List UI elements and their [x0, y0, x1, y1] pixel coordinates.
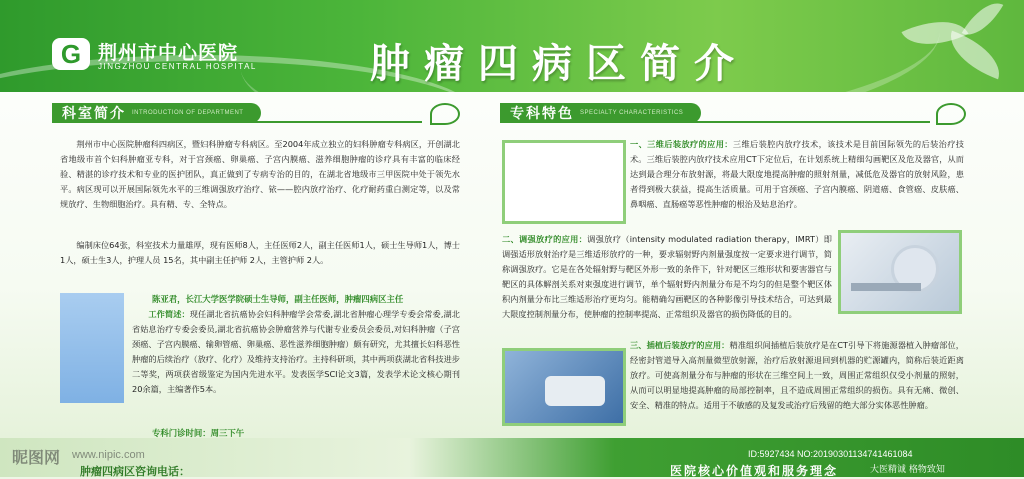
scroll-ornament-icon	[936, 103, 966, 125]
patient-drape-icon	[545, 376, 605, 406]
section-title: 专科特色	[510, 106, 574, 122]
item3-paragraph	[630, 338, 964, 413]
section-header-specialty	[500, 103, 965, 123]
section-tab	[52, 103, 261, 123]
procedure-photo	[502, 348, 626, 426]
header-bar	[0, 0, 1024, 92]
item1-text: 三维后装腔内放疗技术，该技术是目前国际领先的后装治疗技术。三维后装腔内放疗技术应用CT下定位后，在计划系统上精细勾画靶区及危及器官，从而达到最合理分布放射源，将最大限度地提高肿瘤的照射剂量，减低危及器官的放射风险，患者得到极大获益，提高生活质量。可用于宫颈癌、子宫内膜癌、阴道癌、食管癌、皮肤癌、鼻咽癌、直肠癌等恶性肿瘤的根治及姑息治疗。	[630, 139, 964, 209]
footer-slogan: 医院核心价值观和服务理念	[670, 464, 839, 478]
scroll-ornament-icon	[430, 103, 460, 125]
section-subtitle: INTRODUCTION OF DEPARTMENT	[132, 110, 244, 116]
clinic-time: 专科门诊时间：周三下午	[152, 428, 245, 438]
watermark-id: ID:5927434 NO:20190301134741461084	[748, 449, 913, 459]
section-subtitle: SPECIALTY CHARACTERISTICS	[580, 110, 684, 116]
item2-paragraph	[502, 232, 832, 322]
item2-title: 二、调强放疗的应用：	[502, 234, 588, 244]
footer-motto: 大医精诚 格物致知	[870, 465, 945, 475]
hospital-name-english: JINGZHOU CENTRAL HOSPITAL	[98, 62, 257, 71]
section-title: 科室简介	[62, 106, 126, 122]
item3-title: 三、插植后装放疗的应用：	[630, 340, 730, 350]
section-tab	[500, 103, 701, 123]
logo-letter: G	[60, 39, 82, 69]
treatment-couch-icon	[851, 283, 921, 291]
equipment-photo	[838, 230, 962, 314]
photo-placeholder	[502, 140, 626, 224]
hospital-name: 荆州市中心医院	[98, 42, 239, 64]
watermark-url: www.nipic.com	[72, 449, 145, 461]
section-header-intro	[52, 103, 460, 123]
item1-title: 一、三维后装放疗的应用：	[630, 139, 733, 149]
item1-paragraph	[630, 137, 964, 212]
watermark-logo: 昵图网	[12, 450, 61, 467]
section-divider	[675, 121, 930, 123]
page-title: 肿瘤四病区简介	[370, 41, 748, 87]
item2-text: 调强放疗（intensity modulated radiation therapy，IMRT）即调强适形放射治疗是三维适形放疗的一种，要求辐射野内剂量强度按一定要求进行调节，简称调强放疗。它是在各处辐射野与靶区外形一致的条件下，针对靶区三维形状和要害器官与靶区的具体解剖关系对束强度进行调节，单个辐射野内剂量分布是不均匀的但是整个靶区体积内剂量分布比三维适形治疗更均匀。能精确勾画靶区的各种影像引导技术结合，可达到最大限度控制剂量分布，使肿瘤的控制率提高、正常组织及器官的损伤降低的目的。	[502, 234, 832, 319]
work-description	[132, 307, 460, 397]
intro-paragraph: 荆州市中心医院肿瘤科四病区，暨妇科肿瘤专科病区。至2004年成立独立的妇科肿瘤专科病区，开创湖北省地级市首个妇科肿瘤亚专科，对于宫颈癌、卵巢癌、子宫内膜癌、滋养细胞肿瘤的诊疗具有丰富的临床经验、精湛的诊疗技术和专业的医护团队，真正做到了专病专治的目的，在湖北省地级市三甲医院中处于领先水平。病区现可以开展国际领先水平的三维调强放疗治疗、铱——腔内放疗治疗、化疗耐药重白测定等，以及常规放疗、生物细胞治疗。具有精、专、全特点。	[60, 139, 460, 209]
item3-text: 精准组织间插植后装放疗是在CT引导下将施源器植入肿瘤部位，经密封管道导入高剂量微型放射源，治疗后放射源退回到机器的贮源罐内，简称后装近距离放疗。可使高剂量分布与肿瘤的形状在三维空间上一致，周围正常组织仅受小剂量的照射，从而可以明显地提高肿瘤的局部控制率，且不造成周围正常组织的损伤。具有无痛、微创、安全、精准的特点。适用于不敏感的及复发或治疗后残留的绝大部分实体恶性肿瘤。	[630, 340, 964, 410]
hospital-logo	[52, 38, 90, 70]
leaf-decoration	[942, 31, 1009, 80]
work-text: 现任湖北省抗癌协会妇科肿瘤学会常委,湖北省肿瘤心理学专委会常委,湖北省姑息治疗专委会委员,湖北省抗癌协会肿瘤营养与代谢专业委员会委员,对妇科肿瘤（子宫颈癌、子宫内膜癌、输卵管癌、卵巢癌、恶性滋养细胞肿瘤）颇有研究，尤其擅长妇科恶性肿瘤的后续治疗（放疗、化疗）及维持支持治疗。主持科研项，其中两项获湖北省科技进步二等奖，两项获省级鉴定为国内先进水平。发表医学SCI论文3篇，发表学术论文核心期刊20余篇，主编著作5本。	[132, 309, 460, 394]
staff-paragraph: 编制床位64张，科室技术力量雄厚，现有医师8人，主任医师2人，副主任医师1人，硕士生导师1人，博士1人，硕士生3人，护理人员 15名，其中副主任护师 2人，主管护师 2人。	[60, 240, 460, 265]
section-divider	[222, 121, 422, 123]
doctor-title: 陈亚君，长江大学医学院硕士生导师，副主任医师，肿瘤四病区主任	[152, 294, 404, 304]
work-label: 工作简述：	[148, 309, 190, 319]
doctor-photo	[60, 293, 124, 403]
footer-phone-label: 肿瘤四病区咨询电话：	[80, 465, 190, 478]
